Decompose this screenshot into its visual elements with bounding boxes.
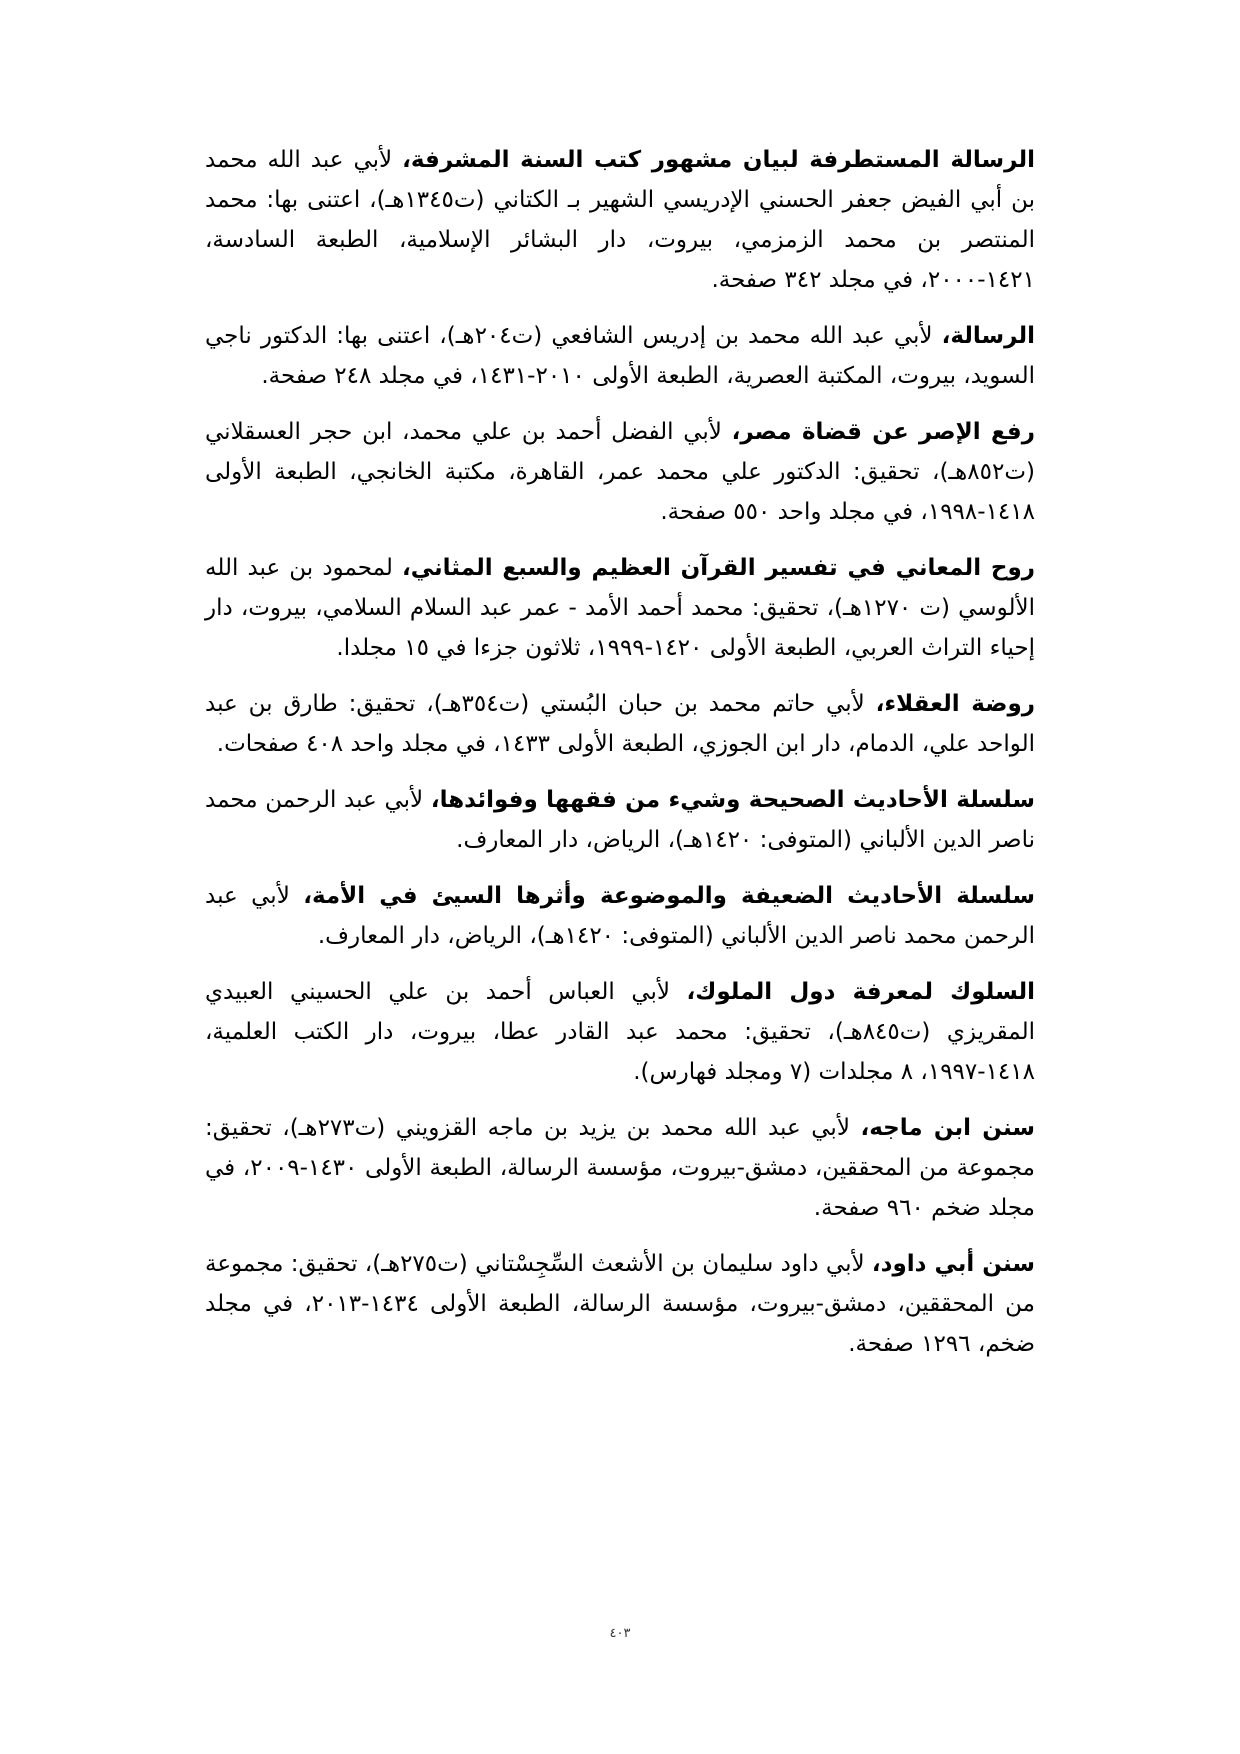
entry-title: سلسلة الأحاديث الصحيحة وشيء من فقهها وفوائدها، [430, 787, 1035, 813]
entry-title: الرسالة، [941, 323, 1035, 349]
bibliography-entry [205, 684, 1035, 764]
entry-title: رفع الإصر عن قضاة مصر، [731, 419, 1035, 445]
entry-body: لأبي الفضل أحمد بن علي محمد، ابن حجر العسقلاني (ت٨٥٢هـ)، تحقيق: الدكتور علي محمد عمر، القاهرة، مكتبة الخانجي، الطبعة الأولى ١٤١٨-١٩٩٨، في مجلد واحد ٥٥٠ صفحة. [205, 419, 1035, 525]
entry-body: لأبي عبد الله محمد بن يزيد بن ماجه القزويني (ت٢٧٣هـ)، تحقيق: مجموعة من المحققين، دمشق-بيروت، مؤسسة الرسالة، الطبعة الأولى ١٤٣٠-٢٠٠٩، في مجلد ضخم ٩٦٠ صفحة. [205, 1115, 1035, 1221]
bibliography-entry [205, 972, 1035, 1092]
entry-body: لأبي عبد الرحمن محمد ناصر الدين الألباني (المتوفى: ١٤٢٠هـ)، الرياض، دار المعارف. [205, 787, 1035, 853]
entry-title: السلوك لمعرفة دول الملوك، [686, 979, 1035, 1005]
entry-body: لأبي حاتم محمد بن حبان البُستي (ت٣٥٤هـ)، تحقيق: طارق بن عبد الواحد علي، الدمام، دار ابن الجوزي، الطبعة الأولى ١٤٣٣، في مجلد واحد ٤٠٨ صفحات. [205, 691, 1035, 757]
bibliography-entry [205, 780, 1035, 860]
entry-title: الرسالة المستطرفة لبيان مشهور كتب السنة المشرفة، [402, 147, 1035, 173]
entry-body: لأبي عبد الله محمد بن أبي الفيض جعفر الحسني الإدريسي الشهير بـ الكتاني (ت١٣٤٥هـ)، اعتنى بها: محمد المنتصر بن محمد الزمزمي، بيروت، دار البشائر الإسلامية، الطبعة السادسة، ١٤٢١-٢٠٠٠، في مجلد ٣٤٢ صفحة. [205, 147, 1035, 293]
page-number: ٤٠٣ [609, 1626, 631, 1641]
entry-title: سنن ابن ماجه، [860, 1115, 1035, 1141]
entry-body: لأبي عبد الله محمد بن إدريس الشافعي (ت٢٠٤هـ)، اعتنى بها: الدكتور ناجي السويد، بيروت، المكتبة العصرية، الطبعة الأولى ٢٠١٠-١٤٣١، في مجلد ٢٤٨ صفحة. [205, 323, 1035, 389]
bibliography-entry [205, 140, 1035, 300]
bibliography-entry [205, 316, 1035, 396]
bibliography-entry [205, 1244, 1035, 1364]
entry-title: سنن أبي داود، [871, 1251, 1035, 1277]
entry-body: لأبي داود سليمان بن الأشعث السِّجِسْتاني (ت٢٧٥هـ)، تحقيق: مجموعة من المحققين، دمشق-بيروت، مؤسسة الرسالة، الطبعة الأولى ١٤٣٤-٢٠١٣، في مجلد ضخم، ١٢٩٦ صفحة. [205, 1251, 1035, 1357]
entry-title: سلسلة الأحاديث الضعيفة والموضوعة وأثرها السيئ في الأمة، [303, 883, 1035, 909]
entry-body: لمحمود بن عبد الله الألوسي (ت ١٢٧٠هـ)، تحقيق: محمد أحمد الأمد - عمر عبد السلام السلامي، بيروت، دار إحياء التراث العربي، الطبعة الأولى ١٤٢٠-١٩٩٩، ثلاثون جزءا في ١٥ مجلدا. [205, 555, 1035, 661]
bibliography-entry [205, 1108, 1035, 1228]
bibliography-list [205, 140, 1035, 1380]
entry-title: روح المعاني في تفسير القرآن العظيم والسبع المثاني، [402, 555, 1035, 581]
bibliography-entry [205, 412, 1035, 532]
entry-title: روضة العقلاء، [875, 691, 1035, 717]
entry-body: لأبي عبد الرحمن محمد ناصر الدين الألباني (المتوفى: ١٤٢٠هـ)، الرياض، دار المعارف. [205, 883, 1035, 949]
entry-body: لأبي العباس أحمد بن علي الحسيني العبيدي المقريزي (ت٨٤٥هـ)، تحقيق: محمد عبد القادر عطا، بيروت، دار الكتب العلمية، ١٤١٨-١٩٩٧، ٨ مجلدات (٧ ومجلد فهارس). [205, 979, 1035, 1085]
bibliography-entry [205, 548, 1035, 668]
bibliography-entry [205, 876, 1035, 956]
